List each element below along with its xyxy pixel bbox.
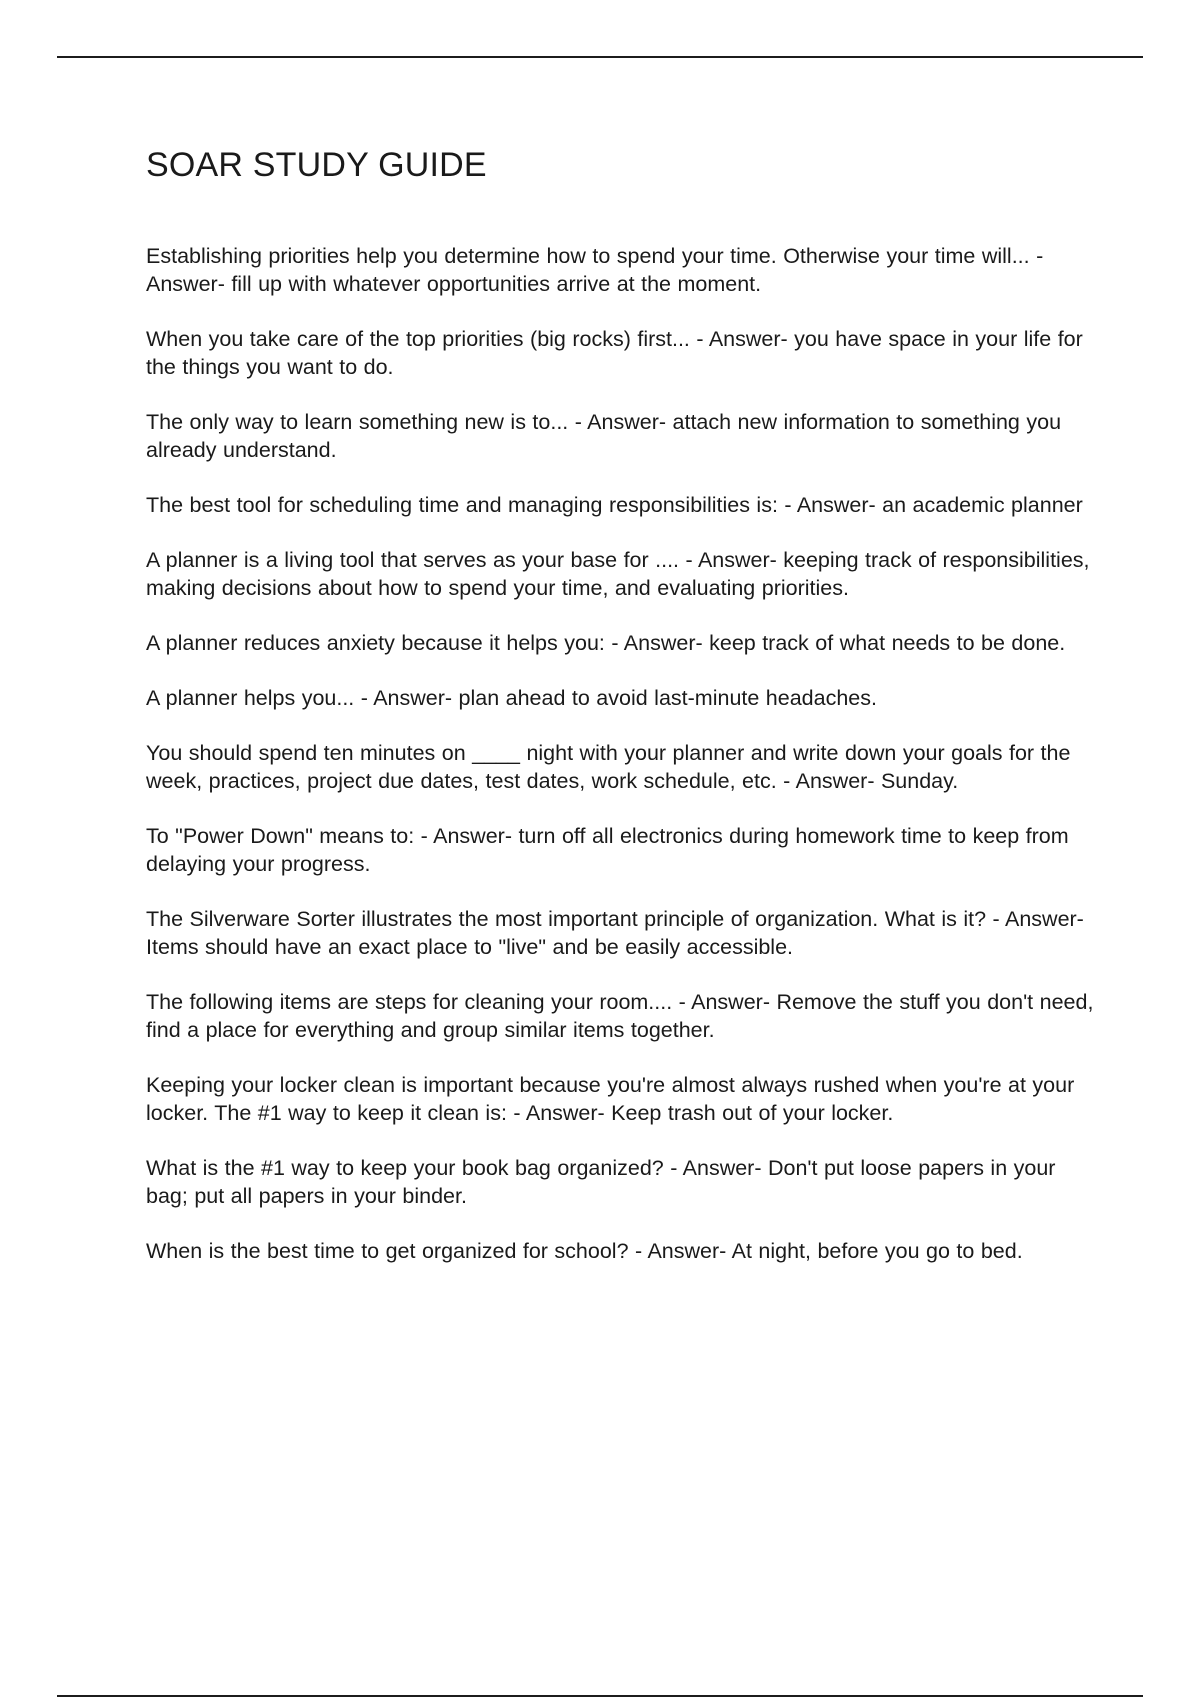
- qa-item: A planner reduces anxiety because it helps you: - Answer- keep track of what needs to be done.: [146, 631, 1066, 655]
- qa-item: Establishing priorities help you determine how to spend your time. Otherwise your time will... - Answer- fill up with whatever opportunities arrive at the moment.: [146, 244, 1044, 296]
- top-rule: [57, 56, 1143, 58]
- qa-item: What is the #1 way to keep your book bag organized? - Answer- Don't put loose papers in your bag; put all papers in your binder.: [146, 1156, 1056, 1208]
- qa-list: [146, 242, 1096, 1265]
- document-title: SOAR STUDY GUIDE: [146, 146, 487, 184]
- document-body: [146, 140, 1096, 1292]
- qa-item: A planner helps you... - Answer- plan ahead to avoid last-minute headaches.: [146, 686, 877, 710]
- qa-item: Keeping your locker clean is important because you're almost always rushed when you're at your locker. The #1 way to keep it clean is: - Answer- Keep trash out of your locker.: [146, 1073, 1075, 1125]
- qa-item: When is the best time to get organized for school? - Answer- At night, before you go to bed.: [146, 1239, 1023, 1263]
- qa-item: When you take care of the top priorities (big rocks) first... - Answer- you have space in your life for the things you want to do.: [146, 327, 1083, 379]
- qa-item: You should spend ten minutes on ____ night with your planner and write down your goals for the week, practices, project due dates, test dates, work schedule, etc. - Answer- Sunday.: [146, 741, 1071, 793]
- qa-item: The only way to learn something new is to... - Answer- attach new information to something you already understand.: [146, 410, 1062, 462]
- qa-item: The Silverware Sorter illustrates the most important principle of organization. What is it? - Answer- Items should have an exact place to "live" and be easily accessible.: [146, 907, 1084, 959]
- qa-item: The following items are steps for cleaning your room.... - Answer- Remove the stuff you don't need, find a place for everything and group similar items together.: [146, 990, 1094, 1042]
- qa-item: The best tool for scheduling time and managing responsibilities is: - Answer- an academic planner: [146, 493, 1083, 517]
- bottom-rule: [57, 1695, 1143, 1697]
- qa-item: To "Power Down" means to: - Answer- turn off all electronics during homework time to keep from delaying your progress.: [146, 824, 1069, 876]
- qa-item: A planner is a living tool that serves as your base for .... - Answer- keeping track of responsibilities, making decisions about how to spend your time, and evaluating priorities.: [146, 548, 1090, 600]
